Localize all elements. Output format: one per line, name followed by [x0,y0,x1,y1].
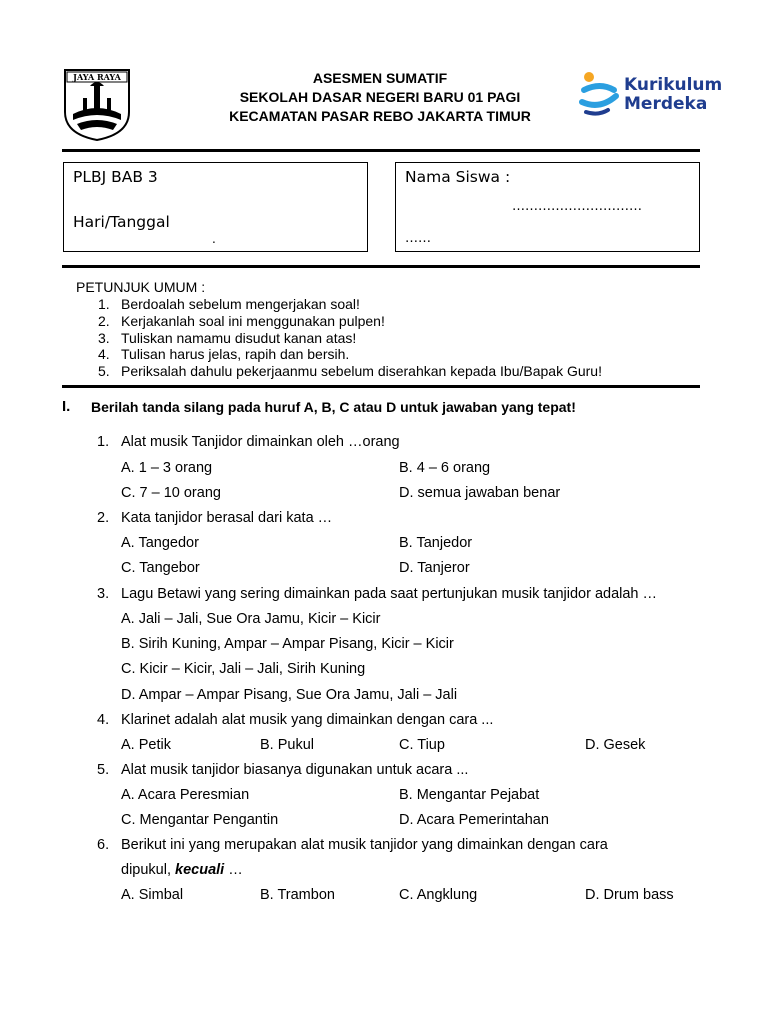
instruction-num: 3. [98,330,110,346]
answer-option[interactable]: A. Simbal [121,887,184,903]
section-instruction: Berilah tanda silang pada huruf A, B, C atau D untuk jawaban yang tepat! [91,399,576,415]
instructions-bottom-divider [62,385,700,388]
question-number: 5. [97,762,110,778]
header-title: ASESMEN SUMATIF [312,70,448,86]
emblem-icon [63,68,131,142]
instruction-num: 5. [98,363,110,379]
student-name-dots-2: …… [405,231,431,246]
answer-option[interactable]: D. Acara Pemerintahan [399,812,549,828]
header-school: SEKOLAH DASAR NEGERI BARU 01 PAGI [239,89,521,105]
emblem-text: JAYA RAYA [73,72,121,82]
instruction-num: 2. [98,313,110,329]
question-text: Alat musik tanjidor biasanya digunakan untuk acara ... [121,762,469,778]
logo-text-line2: Merdeka [624,94,708,114]
kurikulum-merdeka-logo [578,68,728,124]
answer-option[interactable]: C. Tangebor [121,560,200,576]
question-number: 4. [97,712,110,728]
question-text: Alat musik Tanjidor dimainkan oleh …orang [121,434,400,450]
answer-option[interactable]: A. Jali – Jali, Sue Ora Jamu, Kicir – Kicir [121,611,381,627]
date-dot: . [212,232,216,246]
answer-option[interactable]: A. Acara Peresmian [121,787,250,803]
instruction-text: Periksalah dahulu pekerjaanmu sebelum diserahkan kepada Ibu/Bapak Guru! [121,363,602,379]
instructions-title: PETUNJUK UMUM : [76,279,206,295]
merdeka-mark-icon [578,70,620,116]
question-text: Berikut ini yang merupakan alat musik tanjidor yang dimainkan dengan cara [121,837,608,853]
instruction-text: Tuliskan namamu disudut kanan atas! [121,330,357,346]
answer-option[interactable]: A. 1 – 3 orang [121,460,213,476]
answer-option[interactable]: B. 4 – 6 orang [399,460,491,476]
answer-option[interactable]: C. Kicir – Kicir, Jali – Jali, Sirih Kuning [121,661,366,677]
student-name-label: Nama Siswa : [405,168,511,186]
question-text-part: dipukul, [121,862,171,878]
instructions-top-divider [62,265,700,268]
subject-label: PLBJ BAB 3 [73,168,158,186]
answer-option[interactable]: B. Mengantar Pejabat [399,787,540,803]
answer-option[interactable]: A. Tangedor [121,535,199,551]
question-number: 2. [97,510,110,526]
answer-option[interactable]: A. Petik [121,737,171,753]
question-text-continued [121,862,243,878]
answer-option[interactable]: B. Tanjedor [399,535,473,551]
answer-option[interactable]: D. Drum bass [585,887,674,903]
answer-option[interactable]: D. semua jawaban benar [399,485,561,501]
logo-text-line1: Kurikulum [624,75,723,95]
question-number: 6. [97,837,110,853]
header-district: KECAMATAN PASAR REBO JAKARTA TIMUR [229,108,531,124]
question-text: Lagu Betawi yang sering dimainkan pada saat pertunjukan musik tanjidor adalah … [121,586,658,602]
question-emphasis: kecuali [175,862,225,878]
answer-option[interactable]: C. Tiup [399,737,445,753]
question-number: 3. [97,586,110,602]
answer-option[interactable]: B. Sirih Kuning, Ampar – Ampar Pisang, Kicir – Kicir [121,636,454,652]
instruction-text: Tulisan harus jelas, rapih dan bersih. [121,346,350,362]
answer-option[interactable]: D. Tanjeror [399,560,470,576]
section-numeral: I. [62,398,71,415]
instruction-num: 1. [98,296,110,312]
answer-option[interactable]: B. Pukul [260,737,314,753]
answer-option[interactable]: D. Ampar – Ampar Pisang, Sue Ora Jamu, Jali – Jali [121,687,458,703]
question-text-ellipsis: … [228,862,243,878]
student-name-dots: ………………………… [512,199,642,214]
instruction-text: Berdoalah sebelum mengerjakan soal! [121,296,360,312]
question-text: Klarinet adalah alat musik yang dimainkan dengan cara ... [121,712,494,728]
answer-option[interactable]: C. 7 – 10 orang [121,485,221,501]
answer-option[interactable]: D. Gesek [585,737,646,753]
instruction-num: 4. [98,346,110,362]
header-divider [62,149,700,152]
date-label: Hari/Tanggal [73,213,170,231]
answer-option[interactable]: C. Angklung [399,887,478,903]
instruction-text: Kerjakanlah soal ini menggunakan pulpen! [121,313,385,329]
question-text: Kata tanjidor berasal dari kata … [121,510,333,526]
question-number: 1. [97,434,110,450]
answer-option[interactable]: B. Trambon [260,887,335,903]
answer-option[interactable]: C. Mengantar Pengantin [121,812,279,828]
jaya-raya-emblem [63,68,131,142]
